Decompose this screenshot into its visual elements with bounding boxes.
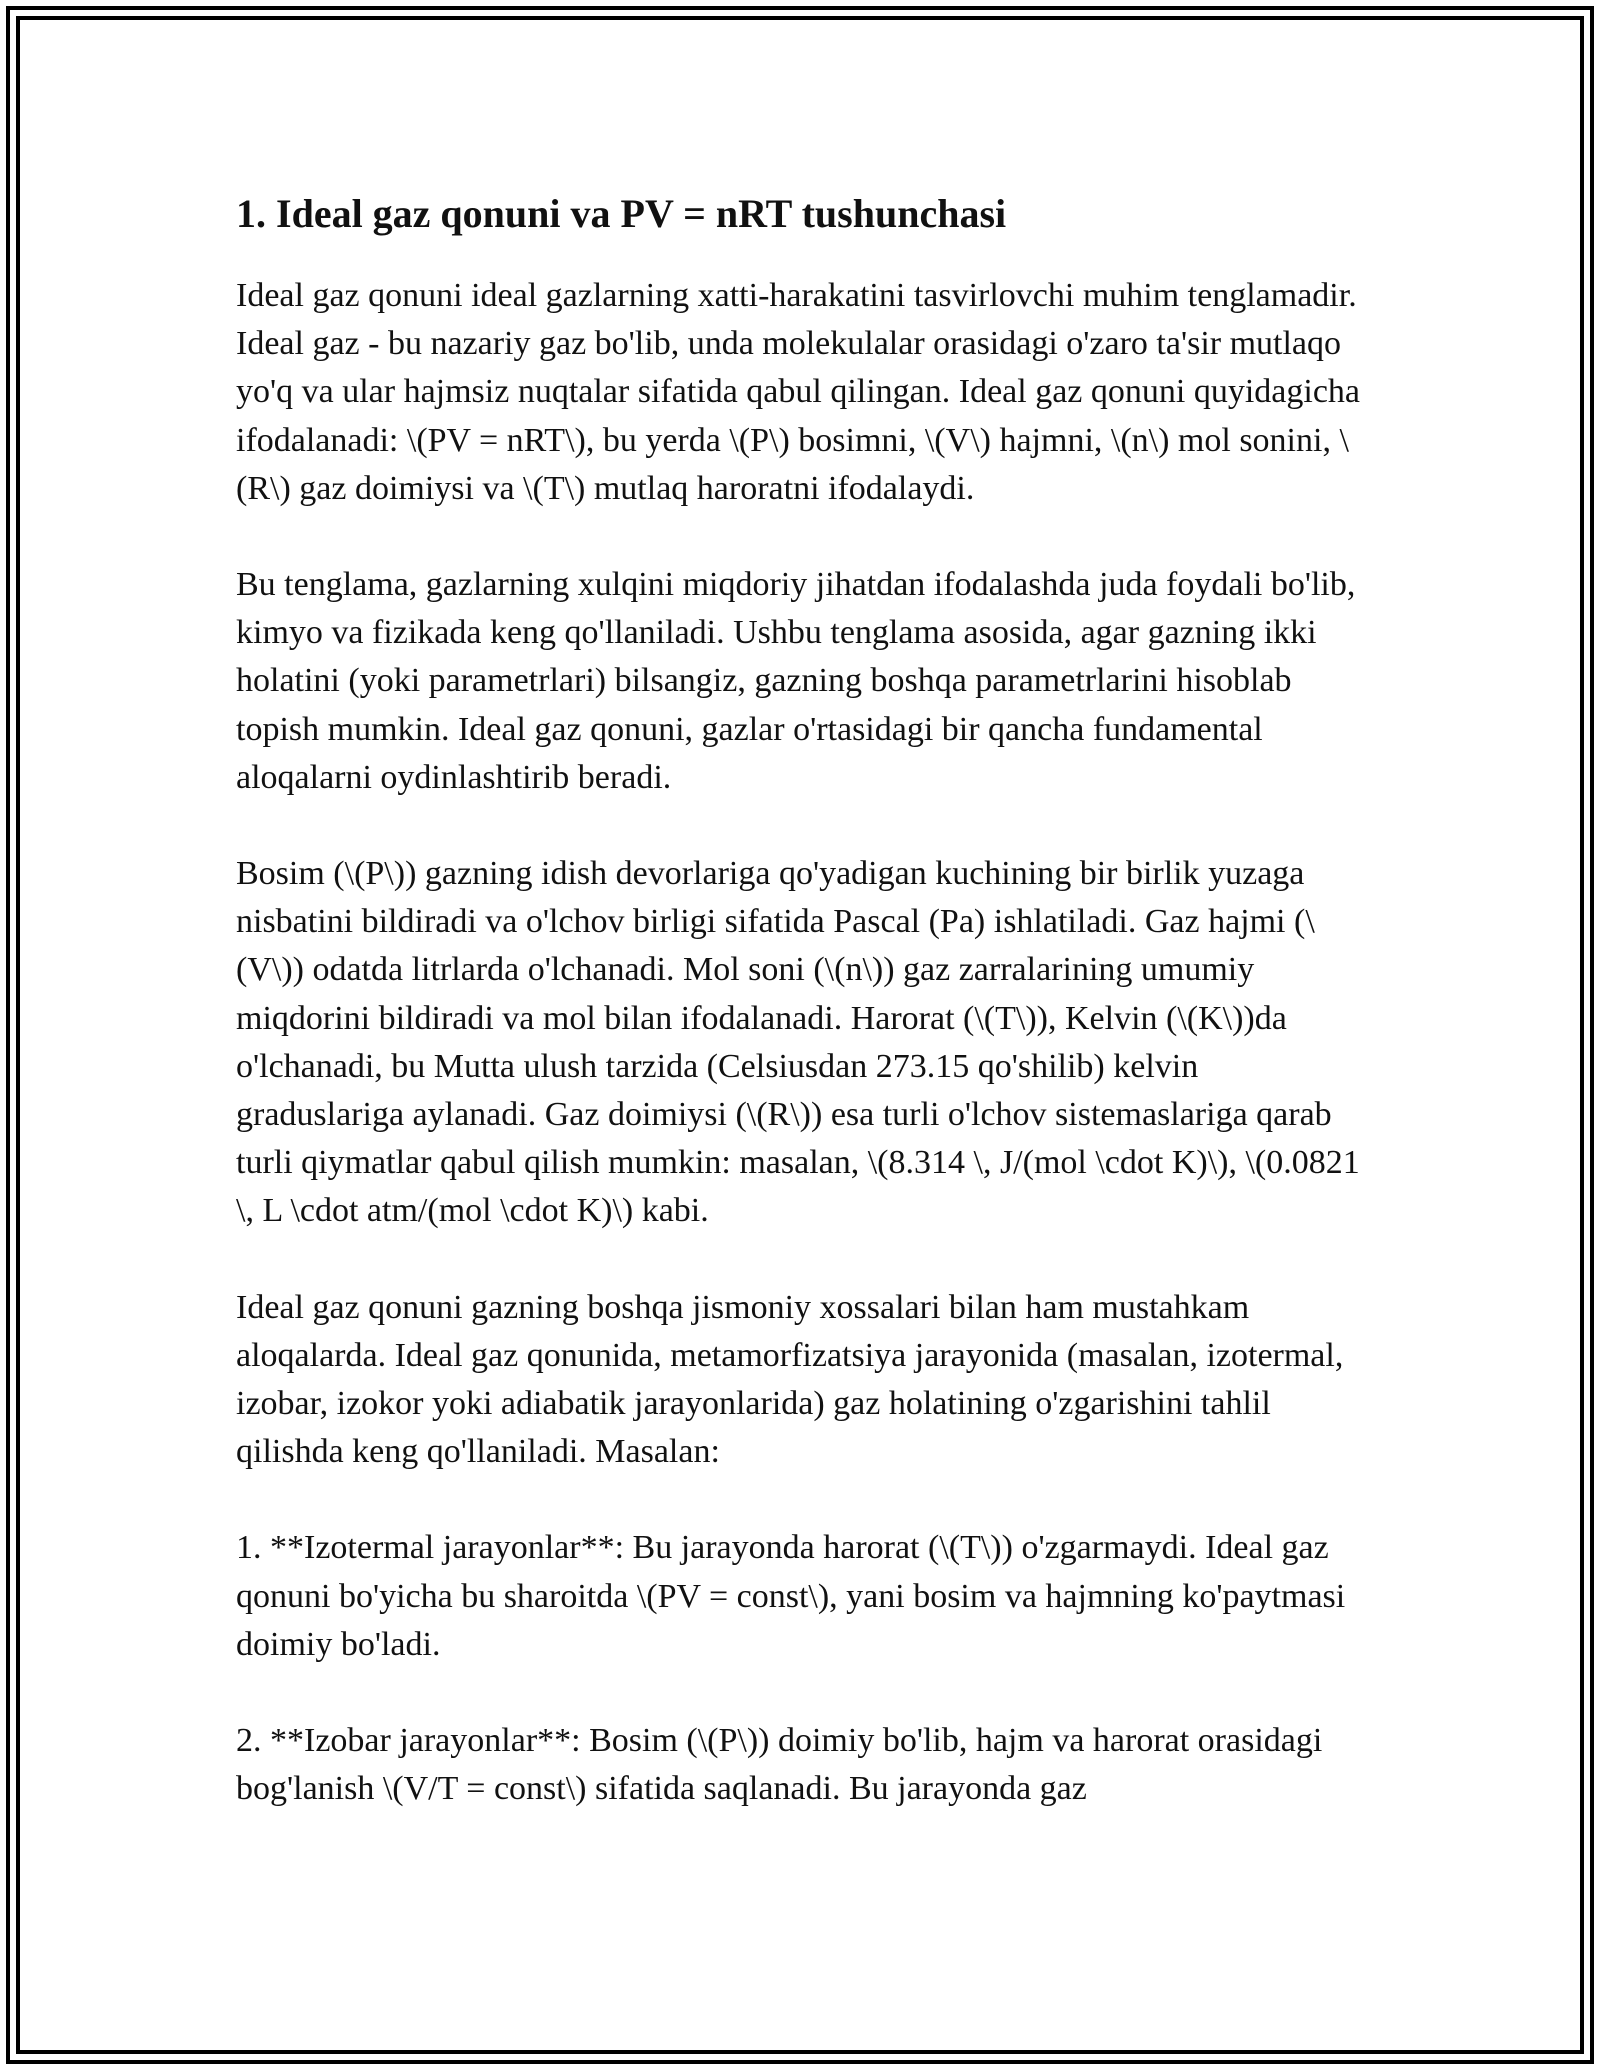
section-heading: 1. Ideal gaz qonuni va PV = nRT tushunchasi xyxy=(236,191,1007,236)
paragraph-isobaric: 2. **Izobar jarayonlar**: Bosim (\(P\)) doimiy bo'lib, hajm va harorat orasidagi bog'lanish \(V/T = const\) sifatida saqlanadi. Bu jarayonda gaz xyxy=(236,1722,1323,1808)
document-body xyxy=(236,188,1366,1861)
paragraph-isothermal: 1. **Izotermal jarayonlar**: Bu jarayonda harorat (\(T\)) o'zgarmaydi. Ideal gaz qonuni bo'yicha bu sharoitda \(PV = const\), yani bosim va hajmning ko'paytmasi doimiy bo'ladi. xyxy=(236,1529,1346,1663)
paragraph-variables: Bosim (\(P\)) gazning idish devorlariga qo'yadigan kuchining bir birlik yuzaga nisbatini bildiradi va o'lchov birligi sifatida Pascal (Pa) ishlatiladi. Gaz hajmi (\(V\)) odatda litrlarda o'lchanadi. Mol soni (\(n\)) gaz zarralarining umumiy miqdorini bildiradi va mol bilan ifodalanadi. Harorat (\(T\)), Kelvin (\(K\))da o'lchanadi, bu Mutta ulush tarzida (Celsiusdan 273.15 qo'shilib) kelvin graduslariga aylanadi. Gaz doimiysi (\(R\)) esa turli o'lchov sistemaslariga qarab turli qiymatlar qabul qilish mumkin: masalan, \(8.314 \, J/(mol \cdot K)\), \(0.0821 \, L \cdot atm/(mol \cdot K)\) kabi. xyxy=(236,855,1360,1230)
paragraph-processes: Ideal gaz qonuni gazning boshqa jismoniy xossalari bilan ham mustahkam aloqalarda. Ideal gaz qonunida, metamorfizatsiya jarayonida (masalan, izotermal, izobar, izokor yoki adiabatik jarayonlarida) gaz holatining o'zgarishini tahlil qilishda keng qo'llaniladi. Masalan: xyxy=(236,1288,1344,1471)
paragraph-usage: Bu tenglama, gazlarning xulqini miqdoriy jihatdan ifodalashda juda foydali bo'lib, kimyo va fizikada keng qo'llaniladi. Ushbu tenglama asosida, agar gazning ikki holatini (yoki parametrlari) bilsangiz, gazning boshqa parametrlarini hisoblab topish mumkin. Ideal gaz qonuni, gazlar o'rtasidagi bir qancha fundamental aloqalarni oydinlashtirib beradi. xyxy=(236,566,1356,796)
paragraph-definition: Ideal gaz qonuni ideal gazlarning xatti-harakatini tasvirlovchi muhim tenglamadir. Ideal gaz - bu nazariy gaz bo'lib, unda molekulalar orasidagi o'zaro ta'sir mutlaqo yo'q va ular hajmsiz nuqtalar sifatida qabul qilingan. Ideal gaz qonuni quyidagicha ifodalanadi: \(PV = nRT\), bu yerda \(P\) bosimni, \(V\) hajmni, \(n\) mol sonini, \(R\) gaz doimiysi va \(T\) mutlaq haroratni ifodalaydi. xyxy=(236,277,1361,507)
